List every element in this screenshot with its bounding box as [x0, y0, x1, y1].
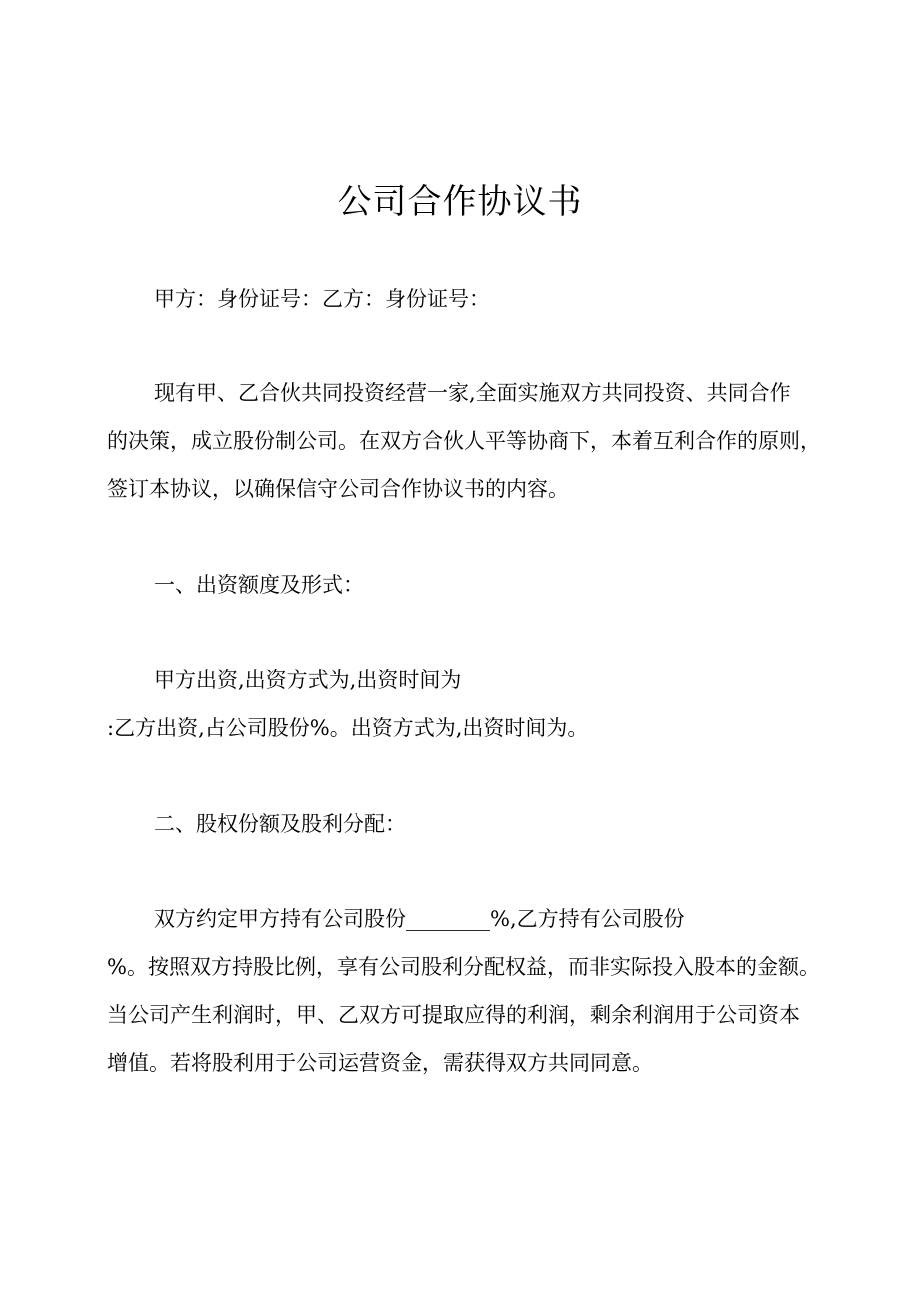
- section2-line-1: 双方约定甲方持有公司股份________%,乙方持有公司股份: [154, 907, 685, 931]
- section1-heading: 一、出资额度及形式：: [154, 573, 364, 597]
- section1-line-2: :乙方出资,占公司股份%。出资方式为,出资时间为。: [107, 716, 589, 740]
- intro-line-1: 现有甲、乙合伙共同投资经营一家,全面实施双方共同投资、共同合作: [154, 381, 791, 405]
- section2-heading: 二、股权份额及股利分配：: [154, 812, 406, 836]
- intro-line-3: 签订本协议，以确保信守公司合作协议书的内容。: [107, 477, 569, 501]
- parties-line: 甲方：身份证号：乙方：身份证号：: [154, 287, 490, 311]
- section2-line-3: 当公司产生利润时，甲、乙双方可提取应得的利润，剩余利润用于公司资本: [107, 1003, 800, 1027]
- document-title: 公司合作协议书: [337, 182, 583, 222]
- intro-line-2: 的决策，成立股份制公司。在双方合伙人平等协商下，本着互利合作的原则，: [107, 429, 821, 453]
- section2-line-4: 增值。若将股利用于公司运营资金，需获得双方共同同意。: [107, 1051, 653, 1075]
- section1-line-1: 甲方出资,出资方式为,出资时间为: [154, 668, 462, 692]
- section2-line-2: %。按照双方持股比例，享有公司股利分配权益，而非实际投入股本的金额。: [107, 955, 820, 979]
